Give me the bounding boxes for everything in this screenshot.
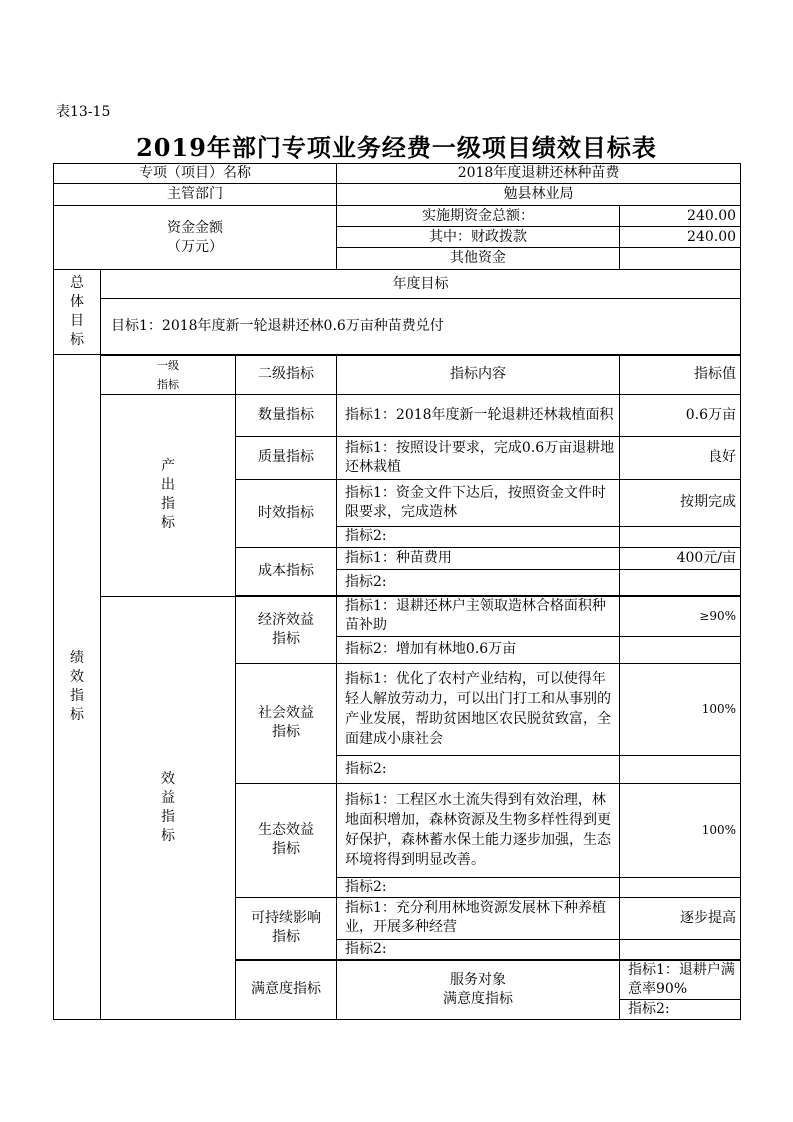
cost-indicator-name: 成本指标 — [236, 547, 337, 595]
other-funds-value — [620, 248, 741, 270]
perf-indicators-side — [54, 355, 101, 1020]
overall-goal-side — [54, 270, 101, 355]
social-indicator-value-2 — [620, 755, 741, 783]
timeliness-indicator-content-2: 指标2: — [337, 526, 620, 547]
social-indicator-content-2: 指标2: — [337, 755, 620, 783]
ecological-name-line2: 指标 — [272, 841, 300, 857]
funds-label-line2: （万元） — [167, 238, 223, 255]
output-char: 出 — [161, 477, 175, 493]
col-content-header: 指标内容 — [337, 355, 620, 395]
col-level1-line2: 指标 — [157, 377, 179, 391]
sustainable-indicator-value-1: 逐步提高 — [620, 897, 741, 939]
social-indicator-name — [236, 663, 337, 783]
side-char: 总 — [70, 275, 84, 291]
satisfaction-name-line2: 满意度指标 — [443, 990, 514, 1007]
side-char: 目 — [70, 313, 84, 329]
sustainable-indicator-value-2 — [620, 939, 741, 959]
cost-indicator-value-1: 400元/亩 — [620, 547, 741, 569]
economic-indicator-content-2: 指标2：增加有林地0.6万亩 — [337, 636, 620, 663]
col-level1-line1: 一级 — [157, 358, 179, 372]
satisfaction-level1: 满意度指标 — [236, 960, 337, 1019]
col-level2-header: 二级指标 — [236, 355, 337, 395]
quantity-indicator-content: 指标1：2018年度新一轮退耕还林栽植面积 — [337, 394, 620, 436]
quality-indicator-value: 良好 — [620, 436, 741, 479]
social-indicator-value-1: 100% — [620, 663, 741, 755]
ecological-indicator-content-1: 指标1：工程区水土流失得到有效治理，林地面积增加，森林资源及生物多样性得到更好保护，森林蓄水保土能力逐步加强，生态环境将得到明显改善。 — [337, 783, 620, 877]
ecological-indicator-name — [236, 783, 337, 897]
output-char: 指 — [161, 496, 175, 512]
quantity-indicator-name: 数量指标 — [236, 394, 337, 436]
sustainable-indicator-content-2: 指标2: — [337, 939, 620, 959]
total-funds-value: 240.00 — [620, 206, 741, 227]
quantity-indicator-value: 0.6万亩 — [620, 394, 741, 436]
sustainable-indicator-name — [236, 897, 337, 959]
benefit-indicators-label — [101, 596, 236, 1019]
dept-value: 勉县林业局 — [337, 184, 741, 206]
satisfaction-indicator-name — [337, 960, 620, 1019]
economic-indicator-name — [236, 596, 337, 663]
fiscal-funds-label: 其中：财政拨款 — [337, 227, 620, 248]
fiscal-funds-value: 240.00 — [620, 227, 741, 248]
benefit-char: 指 — [161, 808, 175, 825]
cost-indicator-content-1: 指标1：种苗费用 — [337, 547, 620, 569]
col-value-header: 指标值 — [620, 355, 741, 395]
performance-table — [53, 163, 741, 1020]
social-name-line1: 社会效益 — [258, 705, 314, 721]
quality-indicator-content: 指标1：按照设计要求，完成0.6万亩退耕地还林栽植 — [337, 436, 620, 479]
ecological-indicator-value-2 — [620, 877, 741, 897]
output-char: 产 — [161, 458, 175, 474]
col-level1-header — [101, 355, 236, 395]
total-funds-label: 实施期资金总额： — [337, 206, 620, 227]
sustainable-name-line1: 可持续影响 — [251, 910, 321, 926]
funds-label-line1: 资金金额 — [167, 219, 223, 236]
quality-indicator-name: 质量指标 — [236, 436, 337, 479]
economic-name-line1: 经济效益 — [258, 611, 314, 628]
side-char: 体 — [70, 294, 84, 310]
satisfaction-indicator-content-1: 指标1：退耕户满意率90% — [620, 960, 741, 999]
annual-goal-text: 目标1：2018年度新一轮退耕还林0.6万亩种苗费兑付 — [101, 299, 741, 355]
timeliness-indicator-value-2 — [620, 526, 741, 547]
satisfaction-name-line1: 服务对象 — [450, 971, 507, 988]
economic-indicator-value-1: ≥90% — [620, 596, 741, 636]
output-indicators-label — [101, 394, 236, 596]
cost-indicator-content-2: 指标2: — [337, 569, 620, 595]
side-char: 绩 — [70, 649, 84, 666]
output-char: 标 — [161, 515, 175, 531]
page-title: 2019年部门专项业务经费一级项目绩效目标表 — [136, 133, 657, 162]
social-indicator-content-1: 指标1：优化了农村产业结构，可以使得年轻人解放劳动力，可以出门打工和从事别的产业发展，帮助贫困地区农民脱贫致富，全面建成小康社会 — [337, 663, 620, 755]
social-name-line2: 指标 — [272, 724, 300, 740]
other-funds-label: 其他资金 — [337, 248, 620, 270]
project-name-label: 专项（项目）名称 — [54, 164, 337, 184]
timeliness-indicator-content-1: 指标1：资金文件下达后，按照资金文件时限要求，完成造林 — [337, 479, 620, 526]
satisfaction-indicator-content-2: 指标2: — [620, 999, 741, 1019]
ecological-name-line1: 生态效益 — [258, 822, 314, 838]
sustainable-name-line2: 指标 — [272, 929, 300, 945]
side-char: 指 — [70, 687, 84, 704]
benefit-char: 标 — [161, 827, 175, 844]
dept-label: 主管部门 — [54, 184, 337, 206]
timeliness-indicator-name: 时效指标 — [236, 479, 337, 547]
timeliness-indicator-value-1: 按期完成 — [620, 479, 741, 526]
benefit-char: 益 — [161, 789, 175, 806]
ecological-indicator-value-1: 100% — [620, 783, 741, 877]
economic-indicator-content-1: 指标1：退耕还林户主领取造林合格面积种苗补助 — [337, 596, 620, 636]
economic-indicator-value-2 — [620, 636, 741, 663]
ecological-indicator-content-2: 指标2: — [337, 877, 620, 897]
project-name-value: 2018年度退耕还林种苗费 — [337, 164, 741, 184]
funds-label — [54, 206, 337, 270]
side-char: 效 — [70, 668, 84, 685]
side-char: 标 — [70, 706, 84, 723]
side-char: 标 — [70, 332, 84, 348]
annual-goal-label: 年度目标 — [101, 270, 741, 299]
cost-indicator-value-2 — [620, 569, 741, 595]
economic-name-line2: 指标 — [272, 630, 300, 647]
table-number: 表13-15 — [56, 104, 111, 120]
benefit-char: 效 — [161, 770, 175, 787]
sustainable-indicator-content-1: 指标1：充分利用林地资源发展林下种养植业，开展多种经营 — [337, 897, 620, 939]
